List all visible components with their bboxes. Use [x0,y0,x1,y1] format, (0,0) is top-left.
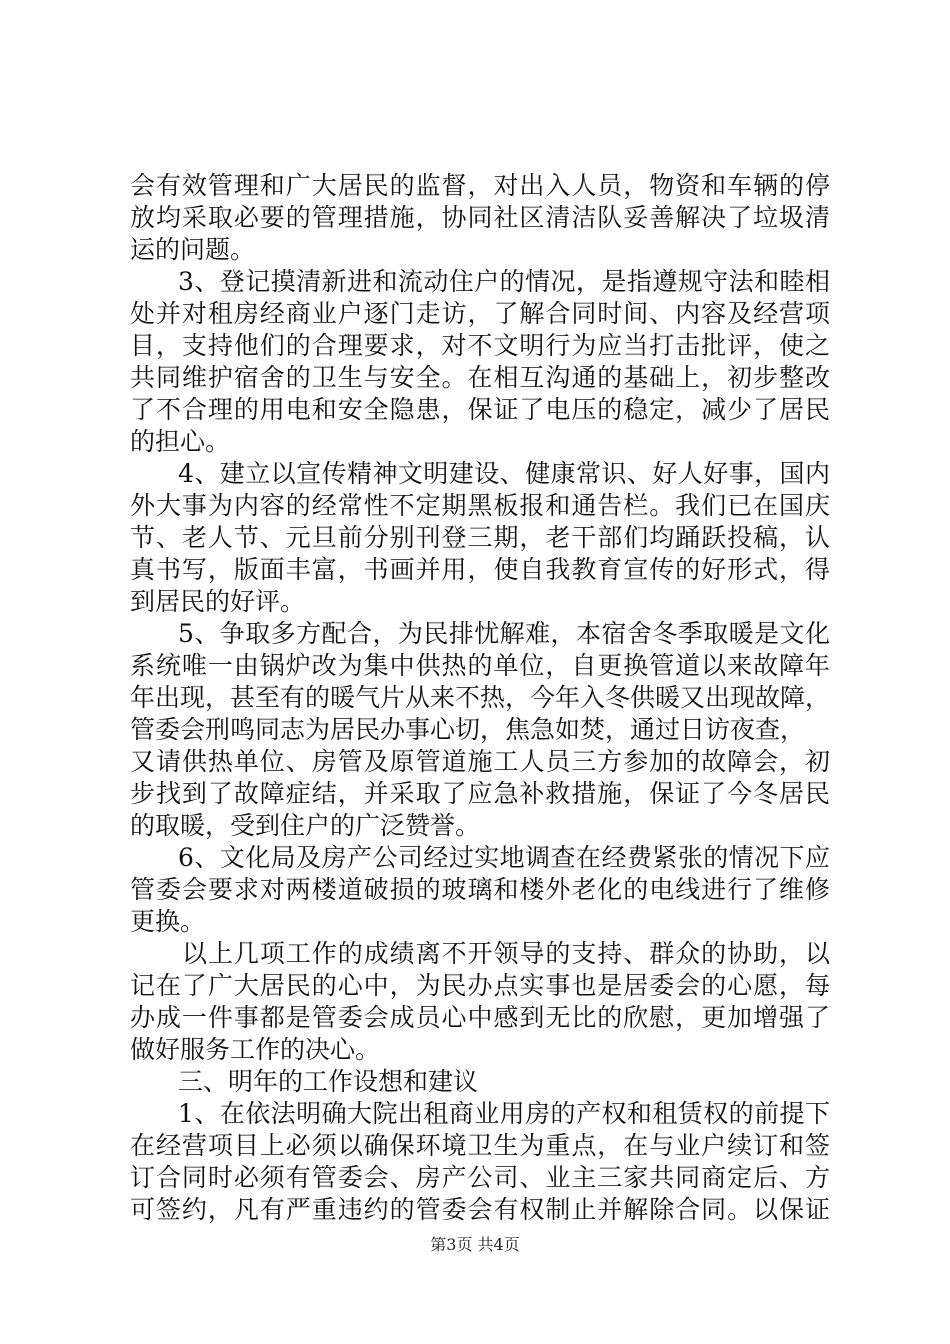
text-line: 处并对租房经商业户逐门走访，了解合同时间、内容及经营项 [130,299,830,328]
text-line: 目，支持他们的合理要求，对不文明行为应当打击批评，使之 [130,331,830,360]
text-line: 年出现，甚至有的暖气片从来不热，今年入冬供暖又出现故障， [130,683,831,712]
text-line: 共同维护宿舍的卫生与安全。在相互沟通的基础上，初步整改 [130,363,830,392]
text-line: 订合同时必须有管委会、房产公司、业主三家共同商定后、方 [130,1163,830,1192]
text-line: 可签约，凡有严重违约的管委会有权制止并解除合同。以保证 [130,1195,830,1224]
text-line: 真书写，版面丰富，书画并用，使自我教育宣传的好形式，得 [130,555,830,584]
text-line: 更换。 [130,907,206,936]
text-line: 会有效管理和广大居民的监督，对出入人员，物资和车辆的停 [130,171,830,200]
text-line: 做好服务工作的决心。 [130,1035,381,1064]
page-footer: 第3页 共4页 [430,1235,520,1254]
text-line: 节、老人节、元旦前分别刊登三期，老干部们均踊跃投稿，认 [130,523,830,552]
text-line: 系统唯一由锅炉改为集中供热的单位，自更换管道以来故障年 [130,651,830,680]
text-line: 的取暖，受到住户的广泛赞誉。 [130,811,481,840]
text-line: 6、文化局及房产公司经过实地调查在经费紧张的情况下应 [178,843,830,872]
text-line: 管委会刑鸣同志为居民办事心切，焦急如焚，通过日访夜查， [130,715,806,744]
text-line: 在经营项目上必须以确保环境卫生为重点，在与业户续订和签 [130,1131,830,1160]
text-line: 放均采取必要的管理措施，协同社区清洁队妥善解决了垃圾清 [130,203,830,232]
text-line: 管委会要求对两楼道破损的玻璃和楼外老化的电线进行了维修 [130,875,830,904]
text-line: 三、明年的工作设想和建议 [178,1067,479,1096]
text-line: 5、争取多方配合，为民排忧解难，本宿舍冬季取暖是文化 [178,619,830,648]
text-line: 外大事为内容的经常性不定期黑板报和通告栏。我们已在国庆 [130,491,830,520]
text-line: 3、登记摸清新进和流动住户的情况，是指遵规守法和睦相 [178,267,830,296]
text-line: 了不合理的用电和安全隐患，保证了电压的稳定，减少了居民 [130,395,830,424]
text-line: 记在了广大居民的心中，为民办点实事也是居委会的心愿，每 [130,971,830,1000]
text-line: 又请供热单位、房管及原管道施工人员三方参加的故障会，初 [130,747,830,776]
text-line: 以上几项工作的成绩离不开领导的支持、群众的协助，以 [182,939,830,968]
text-line: 步找到了故障症结，并采取了应急补救措施，保证了今冬居民 [130,779,830,808]
text-line: 到居民的好评。 [130,587,306,616]
text-line: 运的问题。 [130,235,256,264]
text-line: 的担心。 [130,427,231,456]
text-line: 办成一件事都是管委会成员心中感到无比的欣慰，更加增强了 [130,1003,830,1032]
text-line: 4、建立以宣传精神文明建设、健康常识、好人好事，国内 [178,459,830,488]
text-line: 1、在依法明确大院出租商业用房的产权和租赁权的前提下 [178,1099,830,1128]
